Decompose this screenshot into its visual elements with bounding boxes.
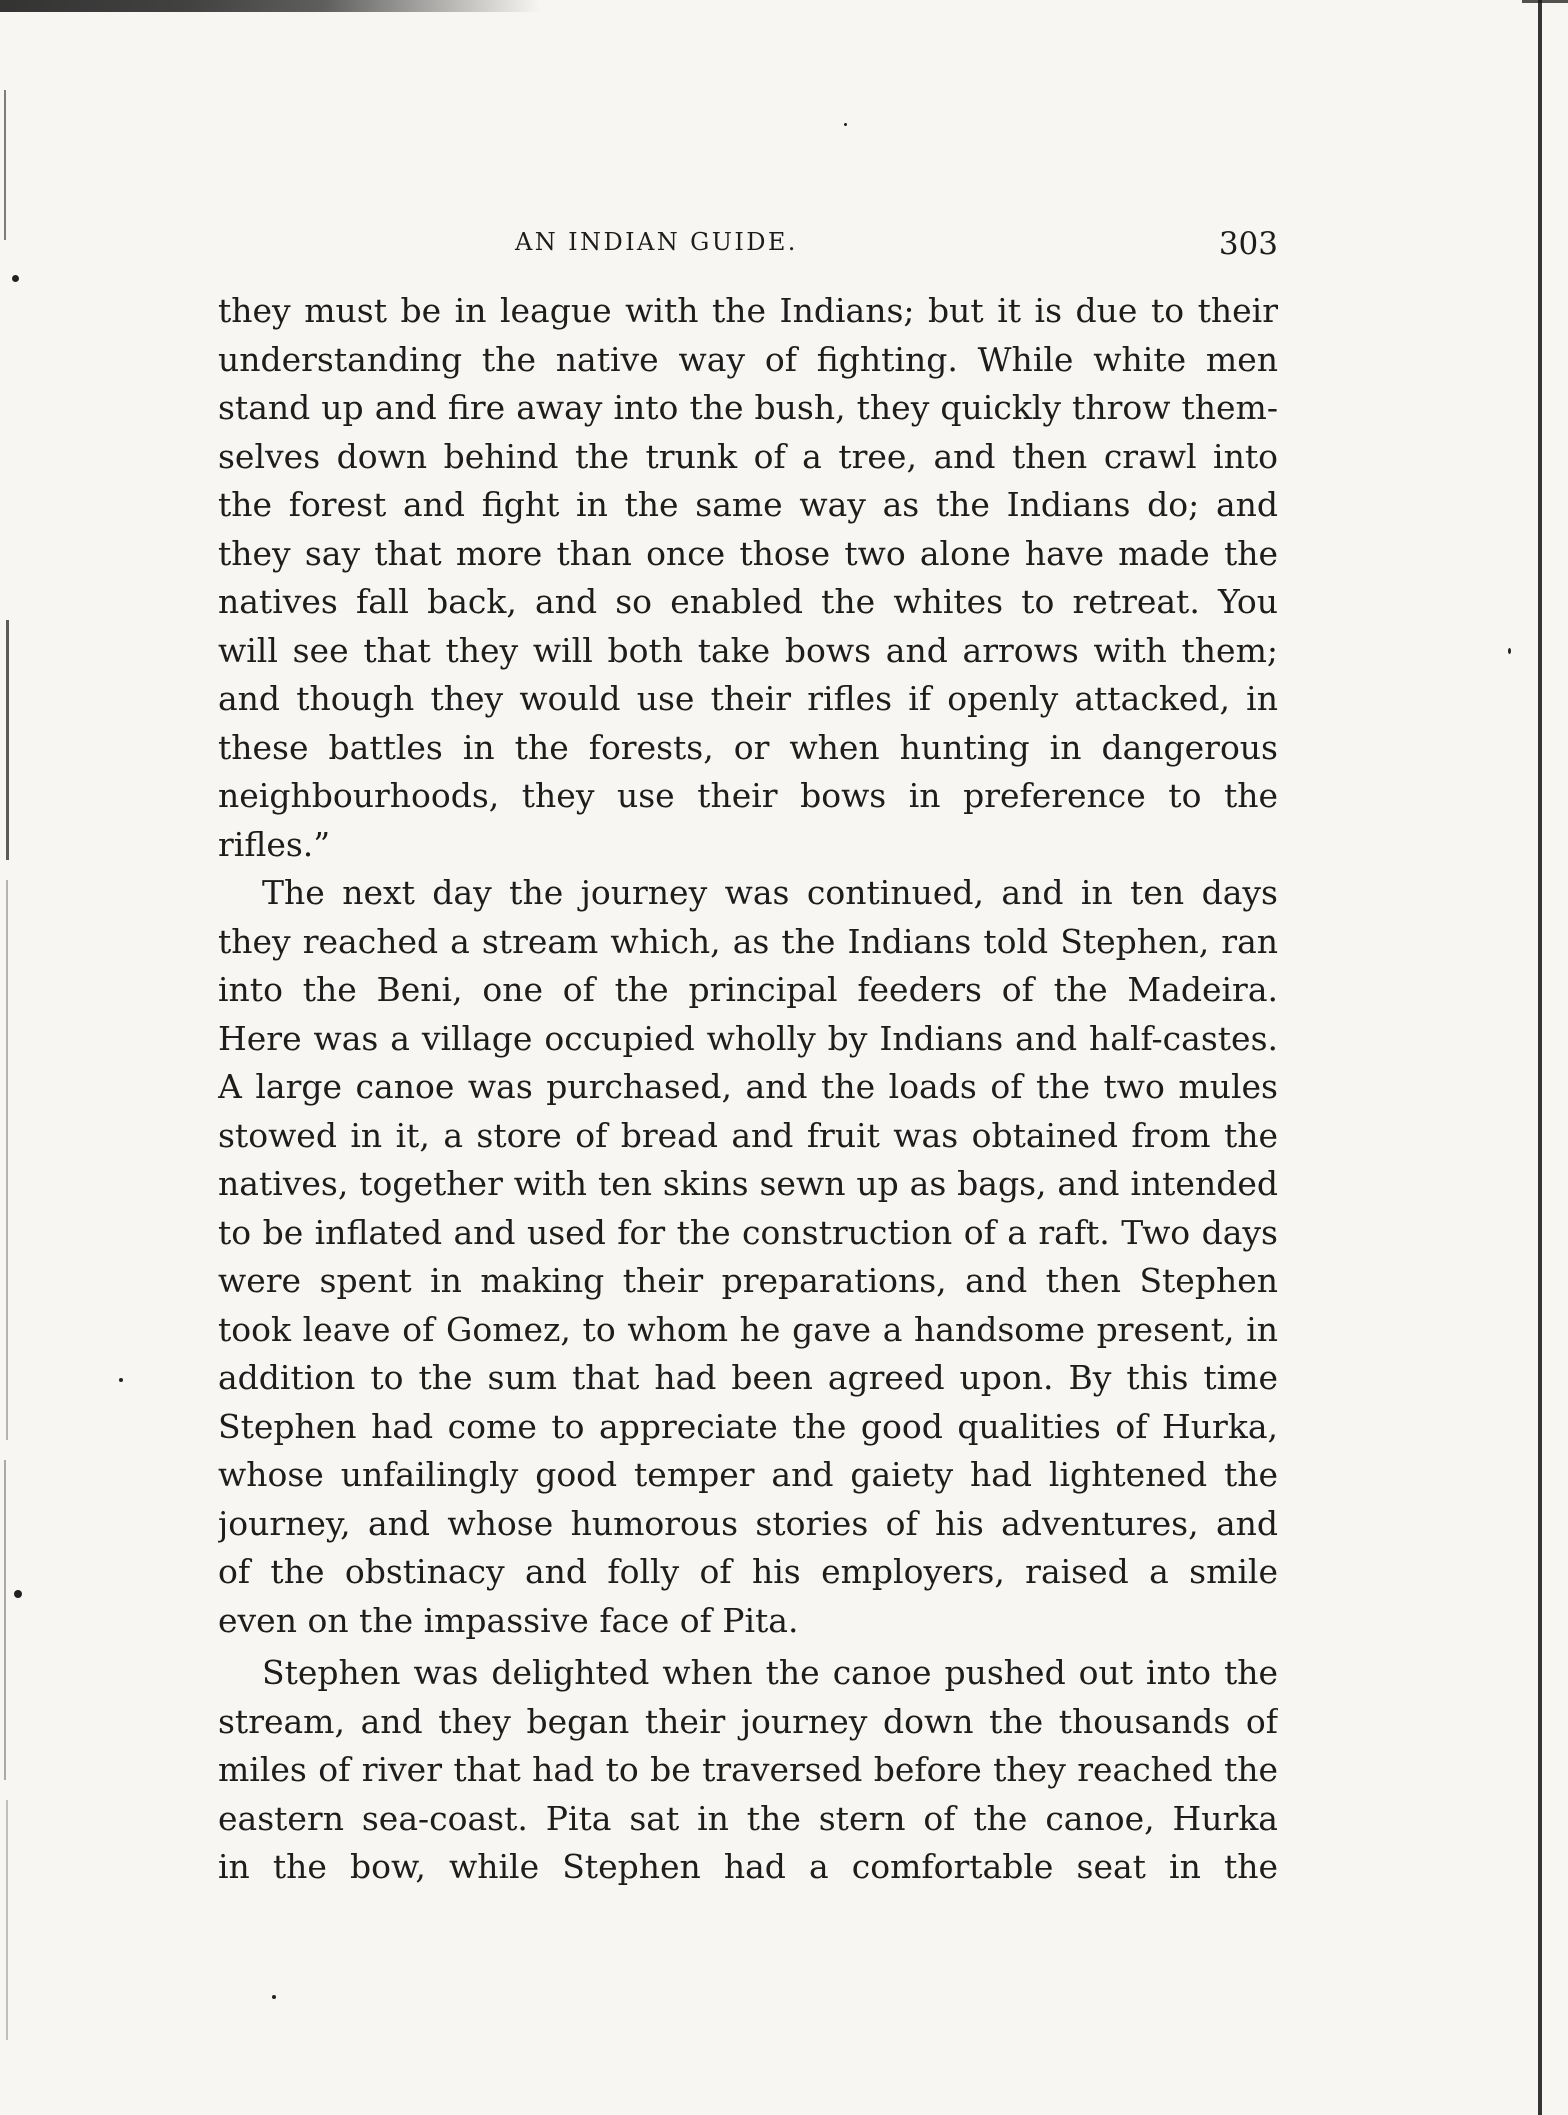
text-line: natives fall back, and so enabled the whites to retreat. You — [218, 582, 1278, 621]
text-line: Stephen had come to appreciate the good qualities of Hurka, — [218, 1406, 1278, 1446]
text-line: will see that they will both take bows and arrows with them; — [218, 630, 1278, 670]
text-line: neighbourhoods, they use their bows in preference to the — [218, 776, 1278, 815]
scan-speck — [844, 123, 847, 126]
text-line: even on the impassive face of Pita. — [218, 1600, 799, 1640]
scan-speck — [272, 1995, 276, 1999]
text-line: eastern sea-coast. Pita sat in the stern of the canoe, Hurka — [218, 1798, 1278, 1838]
scan-edge-left-mark — [4, 1460, 6, 1780]
page-header — [218, 228, 1278, 264]
scan-edge-right-cap — [1522, 0, 1568, 3]
scan-edge-top-bar — [0, 0, 540, 12]
running-head: AN INDIAN GUIDE. — [515, 228, 798, 256]
paragraph-start-line: The next day the journey was continued, and in ten days — [262, 873, 1278, 912]
scan-edge-left-mark — [6, 620, 9, 860]
text-line: A large canoe was purchased, and the loads of the two mules — [218, 1067, 1278, 1106]
text-line: they must be in league with the Indians; but it is due to their — [218, 291, 1278, 330]
text-line: natives, together with ten skins sewn up as bags, and intended — [218, 1164, 1278, 1203]
text-line: stowed in it, a store of bread and fruit was obtained from the — [218, 1115, 1278, 1155]
text-line: these battles in the forests, or when hunting in dangerous — [218, 727, 1278, 767]
text-line: to be inflated and used for the construction of a raft. Two days — [218, 1212, 1278, 1252]
text-line: they say that more than once those two alone have made the — [218, 533, 1278, 573]
text-line: and though they would use their rifles if openly attacked, in — [218, 679, 1278, 718]
text-line: addition to the sum that had been agreed upon. By this time — [218, 1358, 1278, 1397]
page-number: 303 — [1218, 228, 1278, 262]
text-line: stream, and they began their journey down the thousands of — [218, 1701, 1278, 1741]
text-line: miles of river that had to be traversed before they reached the — [218, 1750, 1278, 1789]
text-line: selves down behind the trunk of a tree, and then crawl into — [218, 436, 1278, 476]
body-text — [218, 287, 1278, 1892]
scan-speck — [1508, 648, 1511, 654]
scan-speck — [119, 1378, 123, 1382]
text-line: took leave of Gomez, to whom he gave a handsome present, in — [218, 1309, 1278, 1349]
paragraph-start-line: Stephen was delighted when the canoe pushed out into the — [262, 1653, 1278, 1692]
text-line: into the Beni, one of the principal feeders of the Madeira. — [218, 970, 1278, 1009]
text-line: understanding the native way of fighting. While white men — [218, 339, 1278, 379]
text-line: journey, and whose humorous stories of his adventures, and — [218, 1503, 1278, 1543]
scan-edge-left-mark — [6, 1800, 8, 2040]
text-line: rifles.” — [218, 824, 331, 864]
text-line: in the bow, while Stephen had a comfortable seat in the — [218, 1847, 1278, 1886]
text-line: of the obstinacy and folly of his employers, raised a smile — [218, 1552, 1278, 1591]
scan-speck — [12, 275, 19, 282]
text-line: the forest and fight in the same way as the Indians do; and — [218, 485, 1278, 524]
text-line: stand up and fire away into the bush, they quickly throw them- — [218, 388, 1278, 427]
text-line: were spent in making their preparations, and then Stephen — [218, 1261, 1278, 1300]
text-line: they reached a stream which, as the Indians told Stephen, ran — [218, 921, 1278, 961]
scan-edge-left-mark — [6, 880, 8, 1440]
text-line: whose unfailingly good temper and gaiety had lightened the — [218, 1455, 1278, 1494]
scan-edge-left-mark — [4, 90, 6, 240]
scan-edge-right-border — [1538, 0, 1542, 2115]
scan-speck — [14, 1590, 22, 1598]
text-line: Here was a village occupied wholly by Indians and half-castes. — [218, 1018, 1278, 1058]
